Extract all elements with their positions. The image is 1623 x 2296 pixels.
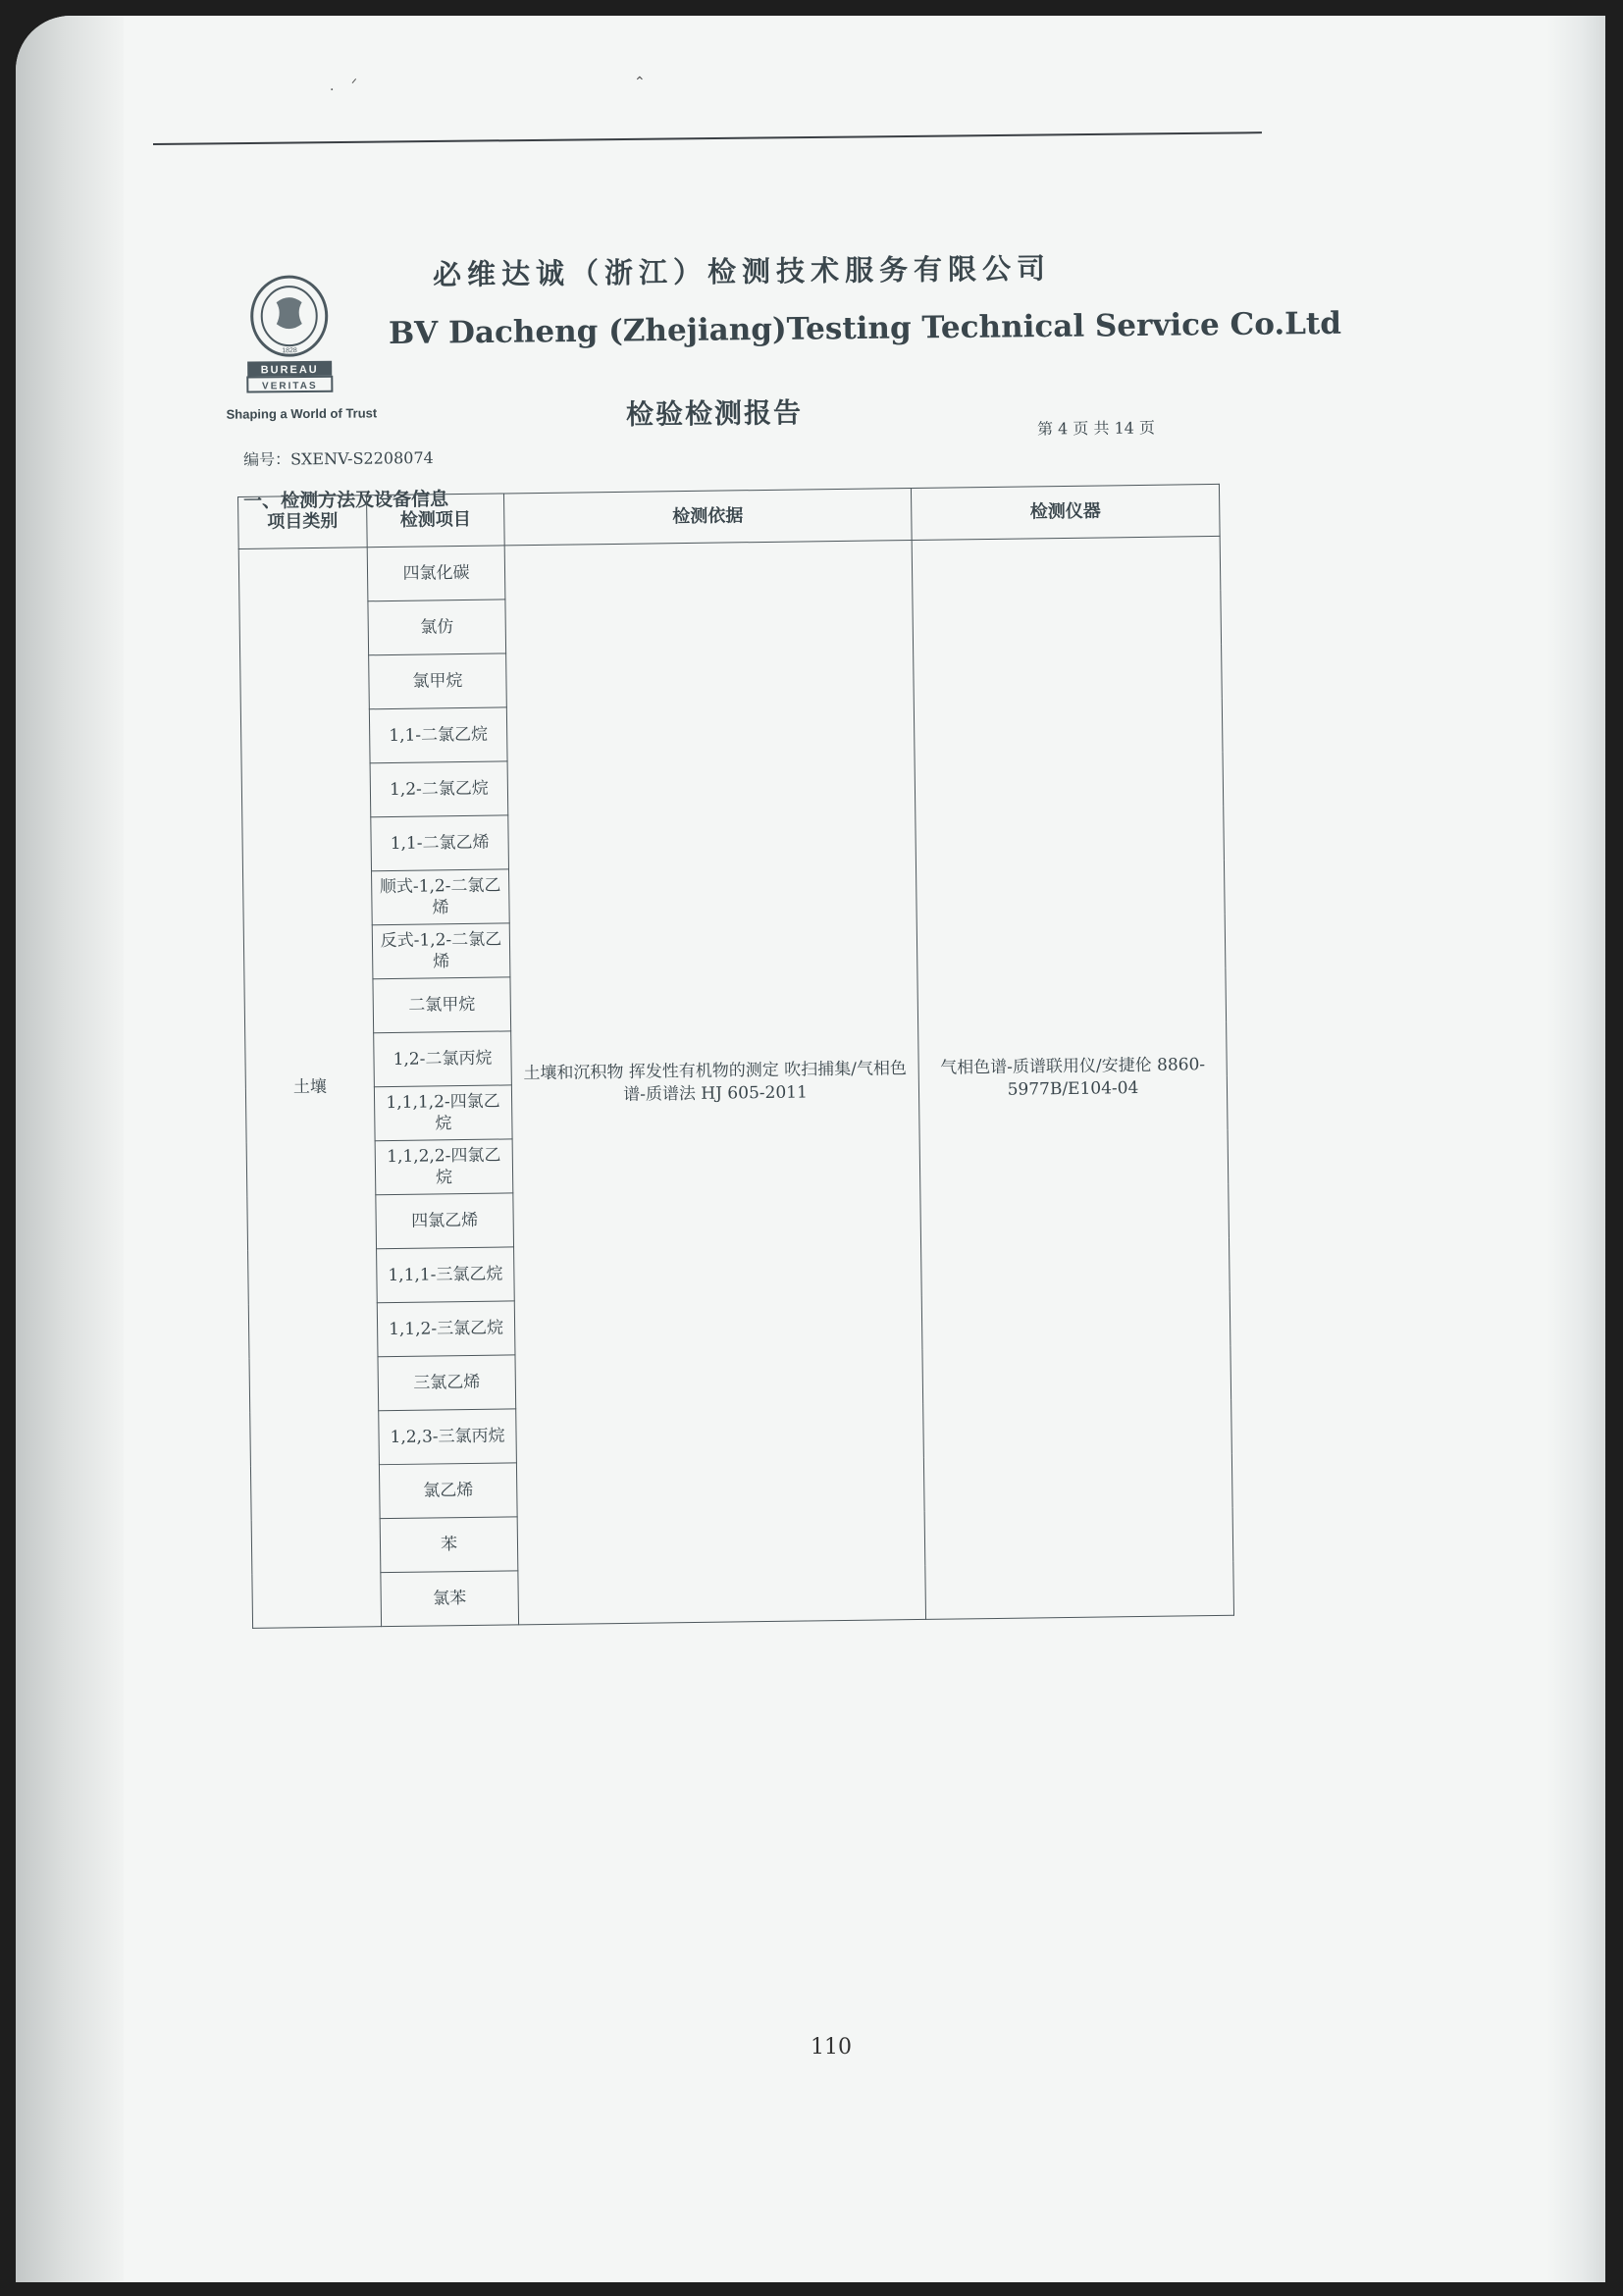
scan-speck: ᐟ [351,77,357,92]
test-item-cell: 1,2,3-三氯丙烷 [379,1409,517,1465]
report-number: 编号：SXENV-S2208074 [242,447,434,469]
binding-shadow [16,16,124,2282]
test-item-cell: 四氯乙烯 [376,1193,514,1249]
table-body [238,536,1233,1628]
test-item-cell: 四氯化碳 [367,546,505,601]
test-item-cell: 氯乙烯 [379,1463,517,1519]
header-rule [153,131,1262,145]
svg-text:VERITAS: VERITAS [261,380,318,392]
svg-text:1828: 1828 [282,347,297,355]
method-equipment-table [237,484,1234,1629]
test-item-cell: 二氯甲烷 [373,977,511,1033]
test-item-cell: 1,1,1-三氯乙烷 [377,1247,515,1303]
company-name-en: BV Dacheng (Zhejiang)Testing Technical Service Co.Ltd [388,305,1342,351]
section-title: 一、检测方法及设备信息 [242,488,449,512]
test-item-cell: 顺式-1,2-二氯乙烯 [372,869,510,925]
header-category: 项目类别 [238,496,368,549]
test-item-cell: 1,1,2-三氯乙烷 [377,1301,515,1357]
test-item-cell: 氯苯 [381,1571,519,1627]
category-cell: 土壤 [238,548,381,1629]
page-info: 第 4 页 共 14 页 [1036,418,1156,439]
test-item-cell: 1,1,2,2-四氯乙烷 [375,1139,513,1195]
document-page [16,16,1605,2282]
test-item-cell: 氯甲烷 [369,653,507,709]
page-number: 110 [811,2035,852,2060]
page-edge [1546,16,1605,2282]
test-item-cell: 1,1-二氯乙烯 [371,815,509,871]
header-item: 检测项目 [366,494,504,548]
basis-cell: 土壤和沉积物 挥发性有机物的测定 吹扫捕集/气相色谱-质谱法 HJ 605-2011 [504,541,925,1625]
company-name-cn: 必维达诚（浙江）检测技术服务有限公司 [432,251,1052,291]
test-item-cell: 1,1,1,2-四氯乙烷 [374,1085,512,1141]
method-equipment-table-wrap [237,484,1233,1625]
test-item-cell: 1,2-二氯乙烷 [370,761,508,817]
report-title: 检验检测报告 [625,396,804,431]
test-item-cell: 氯仿 [368,600,506,655]
header-instrument: 检测仪器 [911,484,1220,540]
header-basis: 检测依据 [503,489,912,546]
test-item-cell: 苯 [380,1517,518,1573]
test-item-cell: 反式-1,2-二氯乙烯 [372,923,510,979]
test-item-cell: 三氯乙烯 [378,1355,516,1411]
company-tagline: Shaping a World of Trust [226,405,378,422]
company-logo [225,272,393,421]
instrument-cell: 气相色谱-质谱联用仪/安捷伦 8860-5977B/E104-04 [912,536,1233,1619]
test-item-cell: 1,2-二氯丙烷 [374,1031,512,1087]
scan-speck: · [330,82,335,98]
scan-speck: ⌃ [634,75,646,90]
bureau-veritas-logo-icon [225,273,353,401]
table-row [238,536,1221,602]
test-item-cell: 1,1-二氯乙烷 [369,707,507,763]
svg-text:BUREAU: BUREAU [260,363,319,377]
